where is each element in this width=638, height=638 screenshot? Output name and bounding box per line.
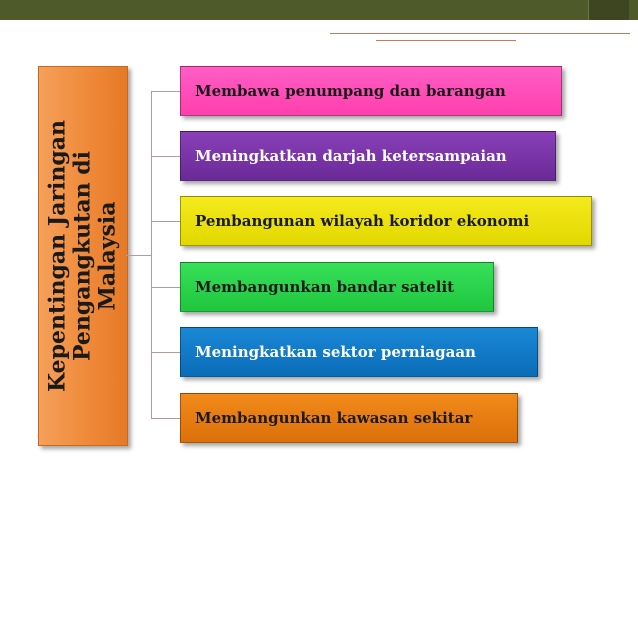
node-pembangunan-koridor xyxy=(180,196,592,246)
connector-branch-6 xyxy=(151,418,180,419)
node-kawasan-sekitar xyxy=(180,393,518,443)
decorative-line xyxy=(330,33,630,34)
node-label: Membangunkan bandar satelit xyxy=(195,278,455,296)
node-sektor-perniagaan xyxy=(180,327,538,377)
node-label: Membawa penumpang dan barangan xyxy=(195,82,506,100)
root-label-line-1: Kepentingan Jaringan xyxy=(44,119,71,393)
connector-branch-4 xyxy=(151,287,180,288)
root-concept-label xyxy=(46,76,121,436)
slide-top-bar-accent xyxy=(588,0,629,20)
decorative-line xyxy=(376,40,516,41)
node-membawa-penumpang xyxy=(180,66,562,116)
node-meningkatkan-ketersampaian xyxy=(180,131,556,181)
node-label: Pembangunan wilayah koridor ekonomi xyxy=(195,212,530,230)
connector-root xyxy=(126,255,152,256)
node-bandar-satelit xyxy=(180,262,494,312)
connector-branch-5 xyxy=(151,352,180,353)
slide-top-bar xyxy=(0,0,638,20)
node-label: Meningkatkan sektor perniagaan xyxy=(195,343,476,361)
connector-branch-3 xyxy=(151,221,180,222)
connector-branch-2 xyxy=(151,156,180,157)
connector-trunk xyxy=(151,91,152,418)
root-label-line-3: Malaysia xyxy=(94,201,121,311)
connector-branch-1 xyxy=(151,91,180,92)
node-label: Meningkatkan darjah ketersampaian xyxy=(195,147,507,165)
root-label-line-2: Pengangkutan di xyxy=(69,151,96,362)
node-label: Membangunkan kawasan sekitar xyxy=(195,409,473,427)
root-concept-box xyxy=(38,66,128,446)
